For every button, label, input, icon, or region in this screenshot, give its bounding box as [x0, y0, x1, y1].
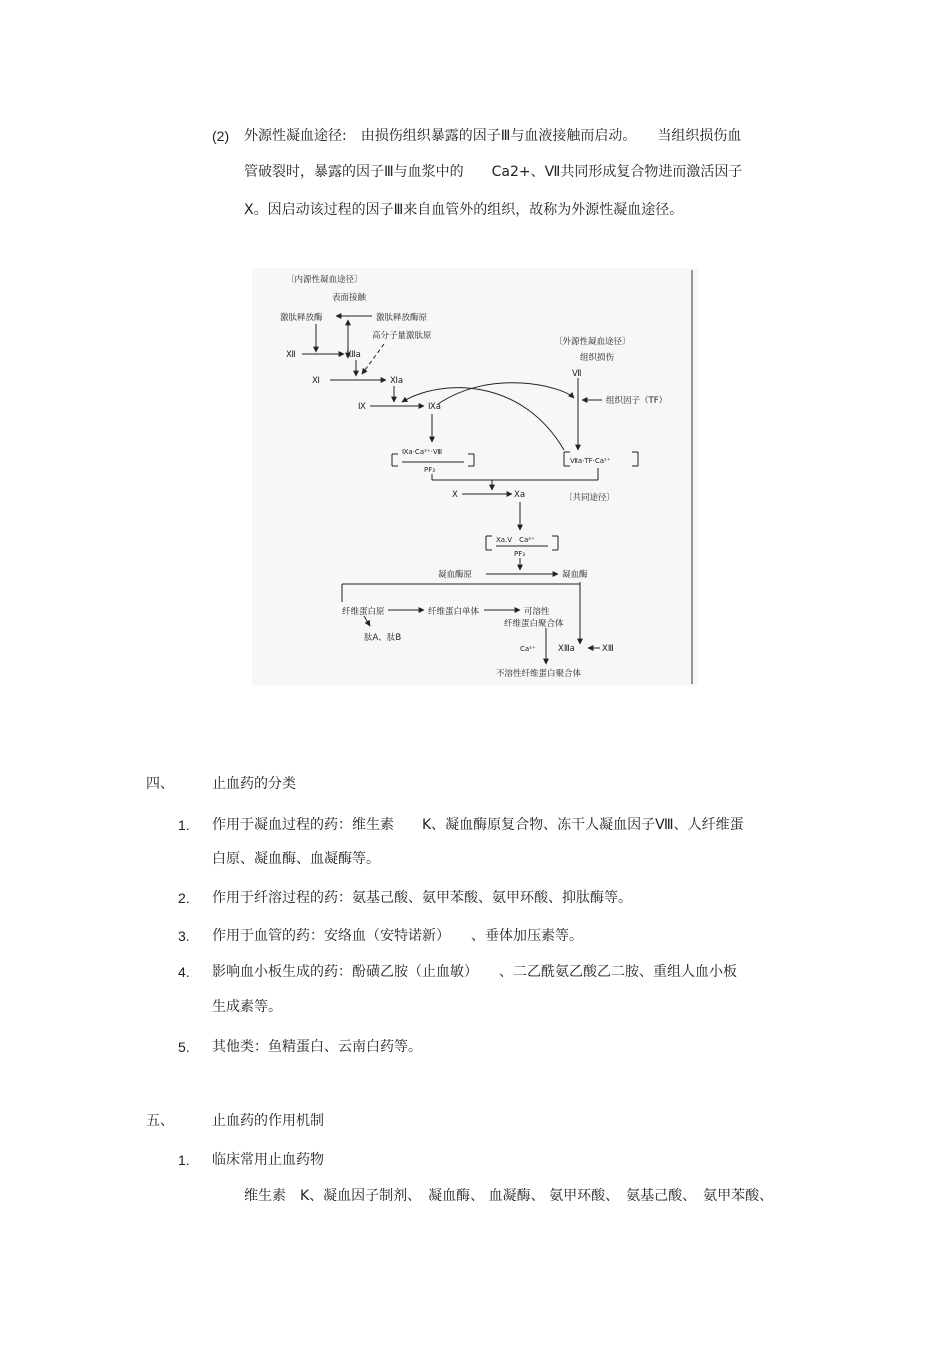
- intrinsic-pathway-label: 〔内源性凝血途径〕: [286, 275, 363, 285]
- prothrombinase-pf3-label: PF₃: [514, 550, 526, 558]
- factor-11a-label: Ⅺa: [390, 376, 404, 386]
- soluble-label: 可溶性: [524, 607, 550, 617]
- prothrombin-label: 凝血酶原: [438, 570, 473, 580]
- list-item-text: 作用于血管的药：安络血（安特诺新） 、垂体加压素等。: [212, 928, 583, 944]
- list-item-text: 白原、凝血酶、血凝酶等。: [212, 851, 380, 867]
- calcium-label: Ca²⁺: [520, 645, 536, 653]
- list-item-number: 4.: [178, 964, 190, 980]
- list-item-text: 作用于凝血过程的药：维生素 K、凝血酶原复合物、冻干人凝血因子Ⅷ、人纤维蛋: [212, 817, 744, 833]
- list-item-text: 其他类：鱼精蛋白、云南白药等。: [212, 1039, 422, 1055]
- factor-13a-label: ⅩⅢa: [558, 644, 575, 654]
- section-title: 止血药的作用机制: [212, 1113, 324, 1129]
- fibrin-monomer-label: 纤维蛋白单体: [428, 607, 480, 617]
- factor-9a-label: Ⅸa: [428, 402, 442, 412]
- factor-10a-label: Ⅹa: [514, 490, 526, 500]
- fibrinogen-label: 纤维蛋白原: [342, 607, 385, 617]
- kallikrein-label: 激肽释放酶: [280, 313, 323, 323]
- list-item-text: 作用于纤溶过程的药：氨基己酸、氨甲苯酸、氨甲环酸、抑肽酶等。: [212, 890, 632, 906]
- factor-7a-complex-label: Ⅶa·TF·Ca²⁺: [570, 457, 611, 465]
- drug-list-line: 维生素 K、凝血因子制剂、 凝血酶、 血凝酶、 氨甲环酸、 氨基己酸、 氨甲苯酸、: [244, 1188, 774, 1204]
- list-item-number: 1.: [178, 817, 190, 833]
- tenase-pf3-label: PF₃: [424, 466, 436, 474]
- factor-13-label: ⅩⅢ: [602, 644, 614, 654]
- list-item-number: 5.: [178, 1039, 190, 1055]
- insoluble-polymer-label: 不溶性纤维蛋白聚合体: [496, 669, 582, 679]
- paragraph-line: 外源性凝血途径: 由损伤组织暴露的因子Ⅲ与血液接触而启动。 当组织损伤血: [244, 128, 742, 144]
- factor-10-label: Ⅹ: [452, 490, 458, 500]
- tenase-complex-label: Ⅸa·Ca²⁺·Ⅷ: [402, 448, 443, 456]
- paragraph-line: 管破裂时，暴露的因子Ⅲ与血浆中的 Ca2+、Ⅶ共同形成复合物进而激活因子: [244, 164, 743, 180]
- list-item-text: 生成素等。: [212, 999, 282, 1015]
- hmwk-label: 高分子量激肽原: [372, 331, 432, 341]
- factor-12a-label: Ⅻa: [346, 350, 361, 360]
- factor-12-label: Ⅻ: [286, 350, 296, 360]
- list-item-number: 3.: [178, 928, 190, 944]
- factor-9-label: Ⅸ: [358, 402, 366, 412]
- section-title: 止血药的分类: [212, 776, 296, 792]
- list-item-number: 2.: [178, 890, 190, 906]
- peptides-label: 肽A、肽B: [364, 633, 402, 643]
- extrinsic-pathway-label: 〔外源性凝血途径〕: [554, 337, 631, 347]
- thrombin-label: 凝血酶: [562, 570, 588, 580]
- surface-contact-label: 表面接触: [332, 293, 367, 303]
- tissue-factor-label: 组织因子（TF）: [606, 396, 668, 406]
- common-pathway-label: 〔共同途径〕: [564, 493, 616, 503]
- soluble-polymer-label: 纤维蛋白聚合体: [504, 619, 564, 629]
- section-number: 四、: [146, 776, 174, 792]
- factor-7-label: Ⅶ: [572, 369, 582, 379]
- tissue-damage-label: 组织损伤: [580, 353, 615, 363]
- list-item-number: 1.: [178, 1152, 190, 1168]
- subsection-title: 临床常用止血药物: [212, 1152, 324, 1168]
- paragraph-line: Ⅹ。因启动该过程的因子Ⅲ来自血管外的组织，故称为外源性凝血途径。: [244, 202, 684, 218]
- section-number: 五、: [146, 1113, 174, 1129]
- prekallikrein-label: 激肽释放酶原: [376, 313, 428, 323]
- coagulation-cascade-diagram: [252, 268, 698, 686]
- factor-11-label: Ⅺ: [312, 376, 320, 386]
- prothrombinase-label: Ⅹa.Ⅴ Ca²⁺: [496, 536, 535, 544]
- item-number: (2): [212, 128, 230, 144]
- list-item-text: 影响血小板生成的药：酚磺乙胺（止血敏） 、二乙酰氨乙酸乙二胺、重组人血小板: [212, 964, 737, 980]
